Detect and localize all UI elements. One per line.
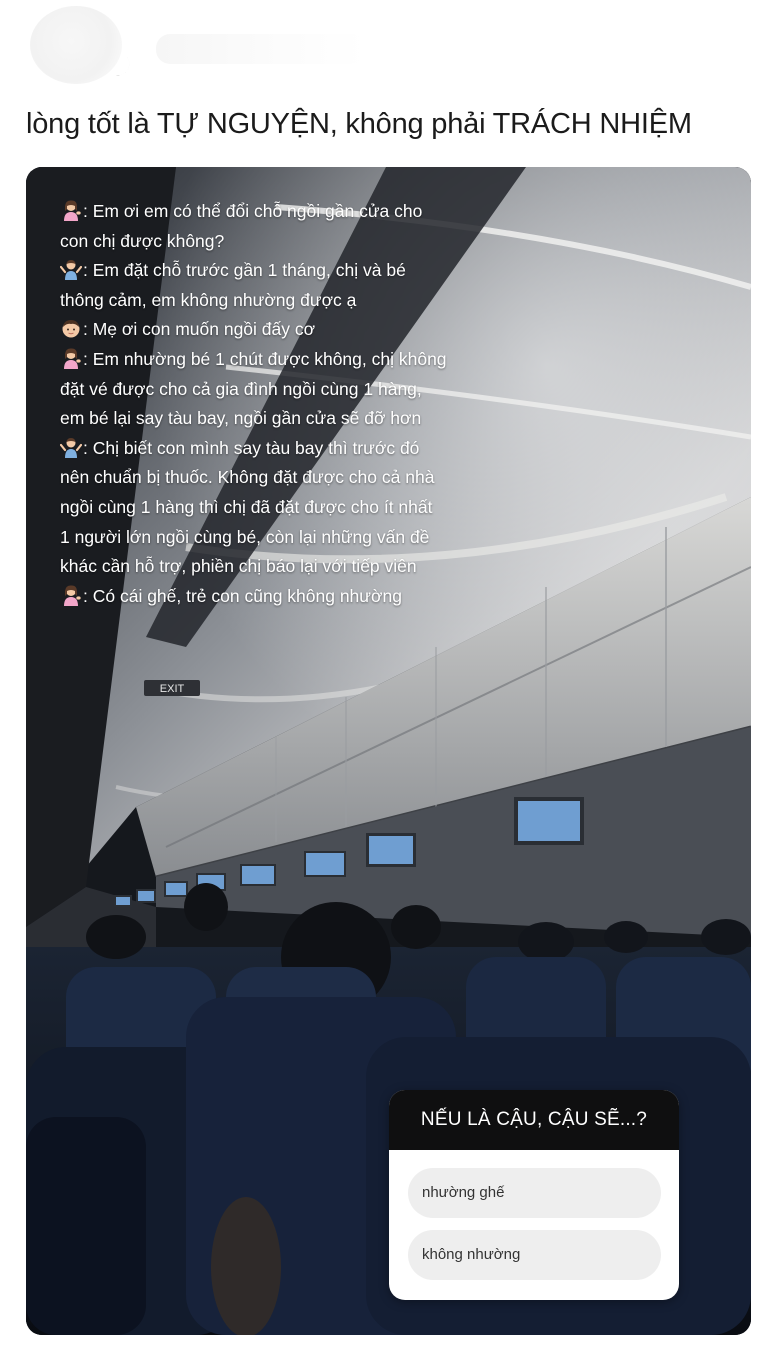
conversation-line bbox=[60, 375, 428, 405]
woman-tipping-hand-icon bbox=[60, 584, 82, 606]
conversation-line bbox=[60, 523, 428, 553]
woman-tipping-hand-icon bbox=[60, 199, 82, 221]
woman-tipping-hand-icon bbox=[60, 347, 82, 369]
crescent-moon-icon bbox=[108, 54, 134, 80]
exit-sign: EXIT bbox=[159, 683, 185, 695]
conversation-line bbox=[60, 493, 433, 523]
conversation-line bbox=[60, 582, 428, 612]
conversation-line-text: : Em đặt chỗ trước gần 1 tháng, chị và bé bbox=[83, 260, 406, 281]
conversation-line-text: đặt vé được cho cả gia đình ngồi cùng 1 hàng, bbox=[60, 378, 422, 399]
conversation-line-text: : Có cái ghế, trẻ con cũng không nhường bbox=[83, 585, 402, 606]
poll-option-give-seat[interactable]: nhường ghế bbox=[408, 1168, 661, 1218]
conversation-line-text: 1 người lớn ngồi cùng bé, còn lại những vấn đề bbox=[60, 526, 430, 547]
conversation-line bbox=[60, 256, 428, 286]
author-header[interactable] bbox=[26, 0, 366, 90]
conversation-line-text: : Em ơi em có thể đổi chỗ ngồi gần cửa cho bbox=[83, 201, 423, 221]
conversation-line bbox=[60, 286, 428, 316]
man-shrugging-icon bbox=[60, 258, 82, 280]
conversation-line bbox=[60, 404, 428, 434]
child-face-icon bbox=[60, 317, 82, 339]
poll-option-keep-seat[interactable]: không nhường bbox=[408, 1230, 661, 1280]
story-card[interactable] bbox=[26, 167, 751, 1335]
conversation-line bbox=[60, 315, 428, 345]
conversation-line-text: con chị được không? bbox=[60, 230, 225, 251]
conversation-line bbox=[60, 197, 428, 227]
conversation-line-text: khác cần hỗ trợ, phiền chị báo lại với tiếp viên bbox=[60, 556, 417, 577]
conversation-line bbox=[60, 345, 447, 375]
poll-question: NẾU LÀ CẬU, CẬU SẼ...? bbox=[389, 1090, 679, 1150]
conversation-line bbox=[60, 552, 428, 582]
story-conversation bbox=[60, 197, 447, 611]
conversation-line-text: em bé lại say tàu bay, ngồi gần cửa sẽ đỡ hơn bbox=[60, 408, 422, 429]
conversation-line bbox=[60, 434, 428, 464]
poll-sticker bbox=[389, 1090, 679, 1300]
man-shrugging-icon bbox=[60, 436, 82, 458]
conversation-line-text: nên chuẩn bị thuốc. Không đặt được cho cả nhà bbox=[60, 467, 435, 488]
conversation-line bbox=[60, 227, 428, 257]
conversation-line-text: : Chị biết con mình say tàu bay thì trước đó bbox=[83, 437, 420, 458]
conversation-line-text: thông cảm, em không nhường được ạ bbox=[60, 289, 357, 310]
conversation-line-text: ngồi cùng 1 hàng thì chị đã đặt được cho ít nhất bbox=[60, 496, 433, 517]
conversation-line-text: : Em nhường bé 1 chút được không, chị không bbox=[83, 348, 447, 369]
post-caption: lòng tốt là TỰ NGUYỆN, không phải TRÁCH NHIỆM bbox=[26, 108, 692, 140]
conversation-line bbox=[60, 463, 435, 493]
username-blurred[interactable] bbox=[156, 34, 366, 64]
conversation-line-text: : Mẹ ơi con muốn ngồi đấy cơ bbox=[83, 319, 316, 340]
